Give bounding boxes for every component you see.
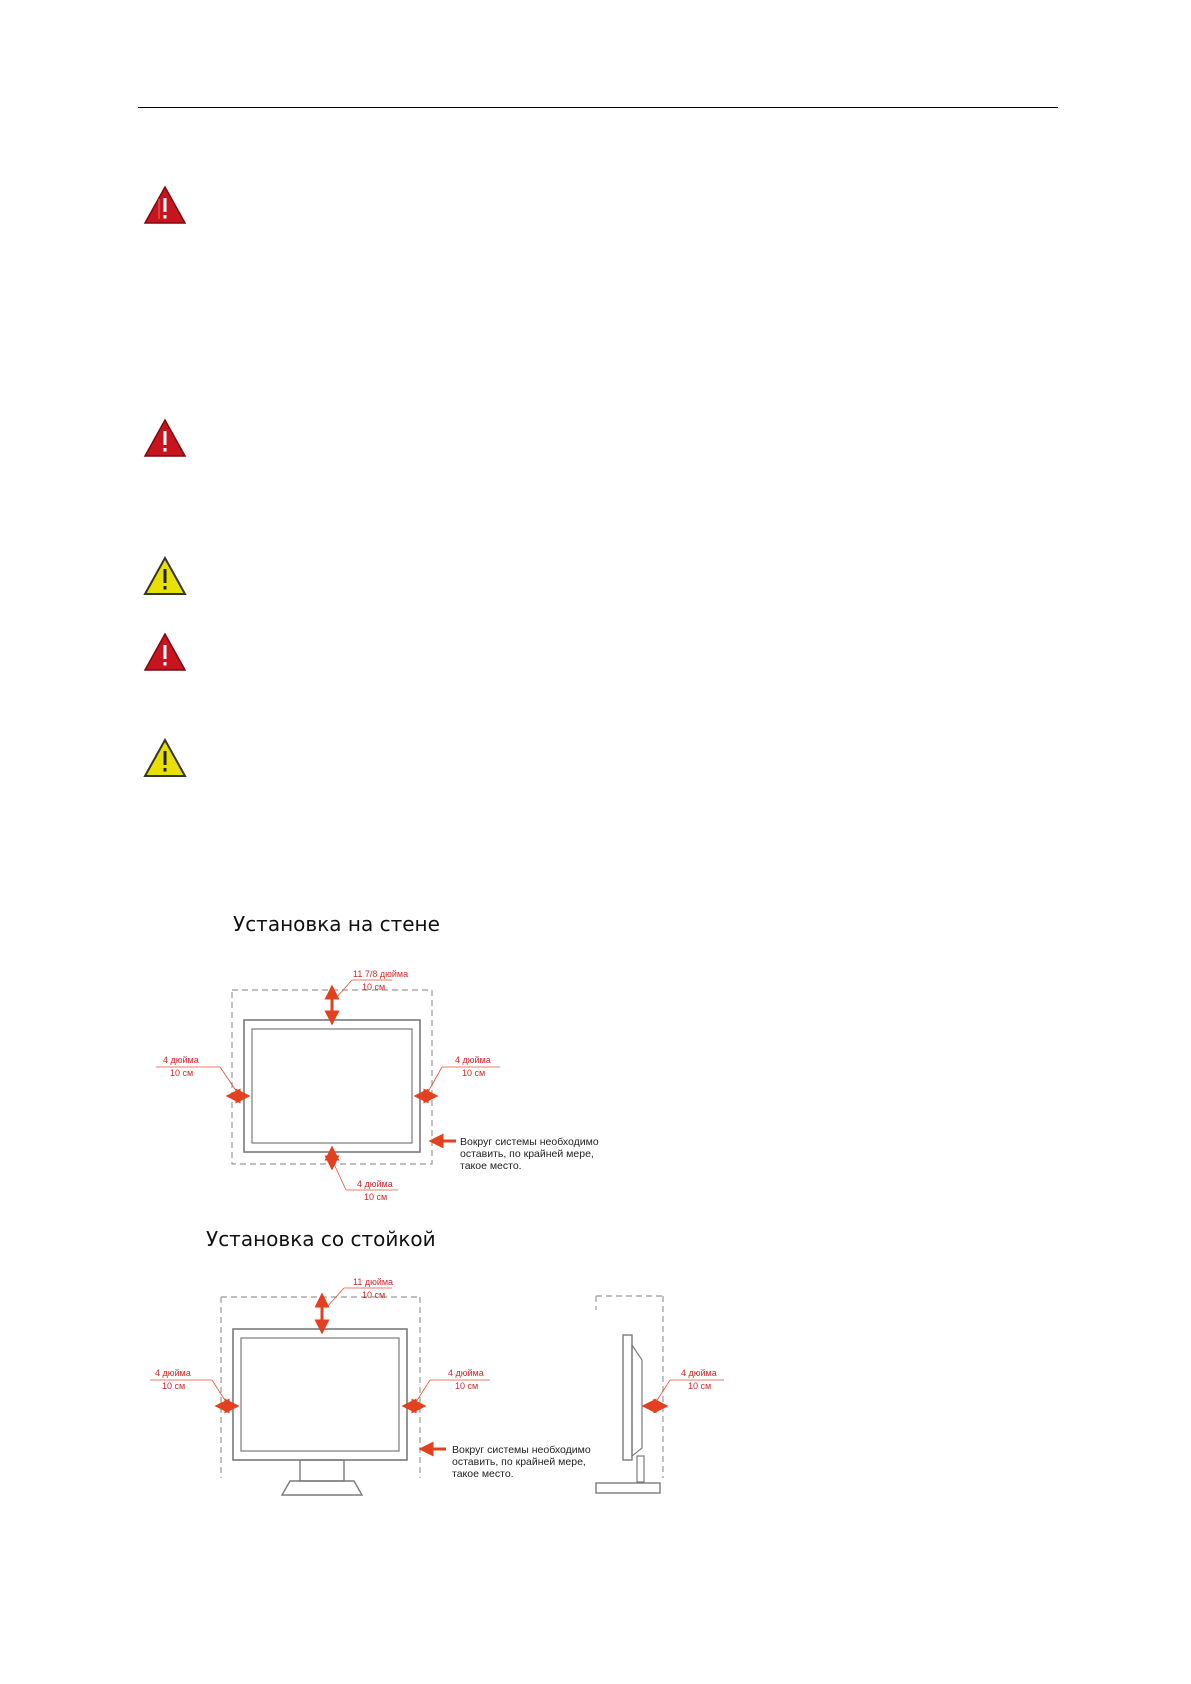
side-cm: 10 см <box>688 1381 712 1391</box>
stand-left-cm: 10 см <box>162 1381 186 1391</box>
stand-left-inches: 4 дюйма <box>155 1368 191 1378</box>
stand-top-inches: 11 дюйма <box>353 1277 394 1287</box>
monitor-bezel <box>233 1329 407 1460</box>
stand-mount-diagram <box>150 1277 724 1495</box>
wall-top-inches: 11 7/8 дюйма <box>353 969 409 979</box>
wall-right-inches: 4 дюйма <box>455 1055 491 1065</box>
wall-left-cm: 10 см <box>170 1068 194 1078</box>
side-panel <box>623 1335 632 1460</box>
wall-note-line-2: оставить, по крайней мере, <box>460 1148 594 1160</box>
stand-neck <box>300 1460 344 1481</box>
monitor-screen <box>241 1338 399 1451</box>
wall-bottom-cm: 10 см <box>364 1192 388 1202</box>
stand-note-line-2: оставить, по крайней мере, <box>452 1456 586 1468</box>
stand-right-cm: 10 см <box>455 1381 479 1391</box>
stand-note-line-1: Вокруг системы необходимо <box>452 1444 591 1456</box>
stand-mount-title: Установка со стойкой <box>206 1227 436 1251</box>
monitor-bezel <box>244 1020 420 1152</box>
stand-base <box>282 1481 362 1495</box>
wall-left-inches: 4 дюйма <box>163 1055 199 1065</box>
stand-note-line-3: такое место. <box>452 1468 514 1480</box>
wall-note-line-1: Вокруг системы необходимо <box>460 1136 599 1148</box>
wall-mount-title: Установка на стене <box>233 912 440 936</box>
wall-note-line-3: такое место. <box>460 1160 522 1172</box>
monitor-screen <box>252 1029 412 1143</box>
stand-right-inches: 4 дюйма <box>448 1368 484 1378</box>
wall-top-cm: 10 см <box>362 982 386 992</box>
stand-top-cm: 10 см <box>362 1290 386 1300</box>
wall-mount-diagram <box>156 969 599 1202</box>
wall-bottom-inches: 4 дюйма <box>357 1179 393 1189</box>
wall-right-cm: 10 см <box>462 1068 486 1078</box>
side-stand-neck <box>637 1456 644 1482</box>
side-inches: 4 дюйма <box>681 1368 717 1378</box>
side-stand-base <box>596 1483 660 1493</box>
side-back <box>632 1345 642 1456</box>
